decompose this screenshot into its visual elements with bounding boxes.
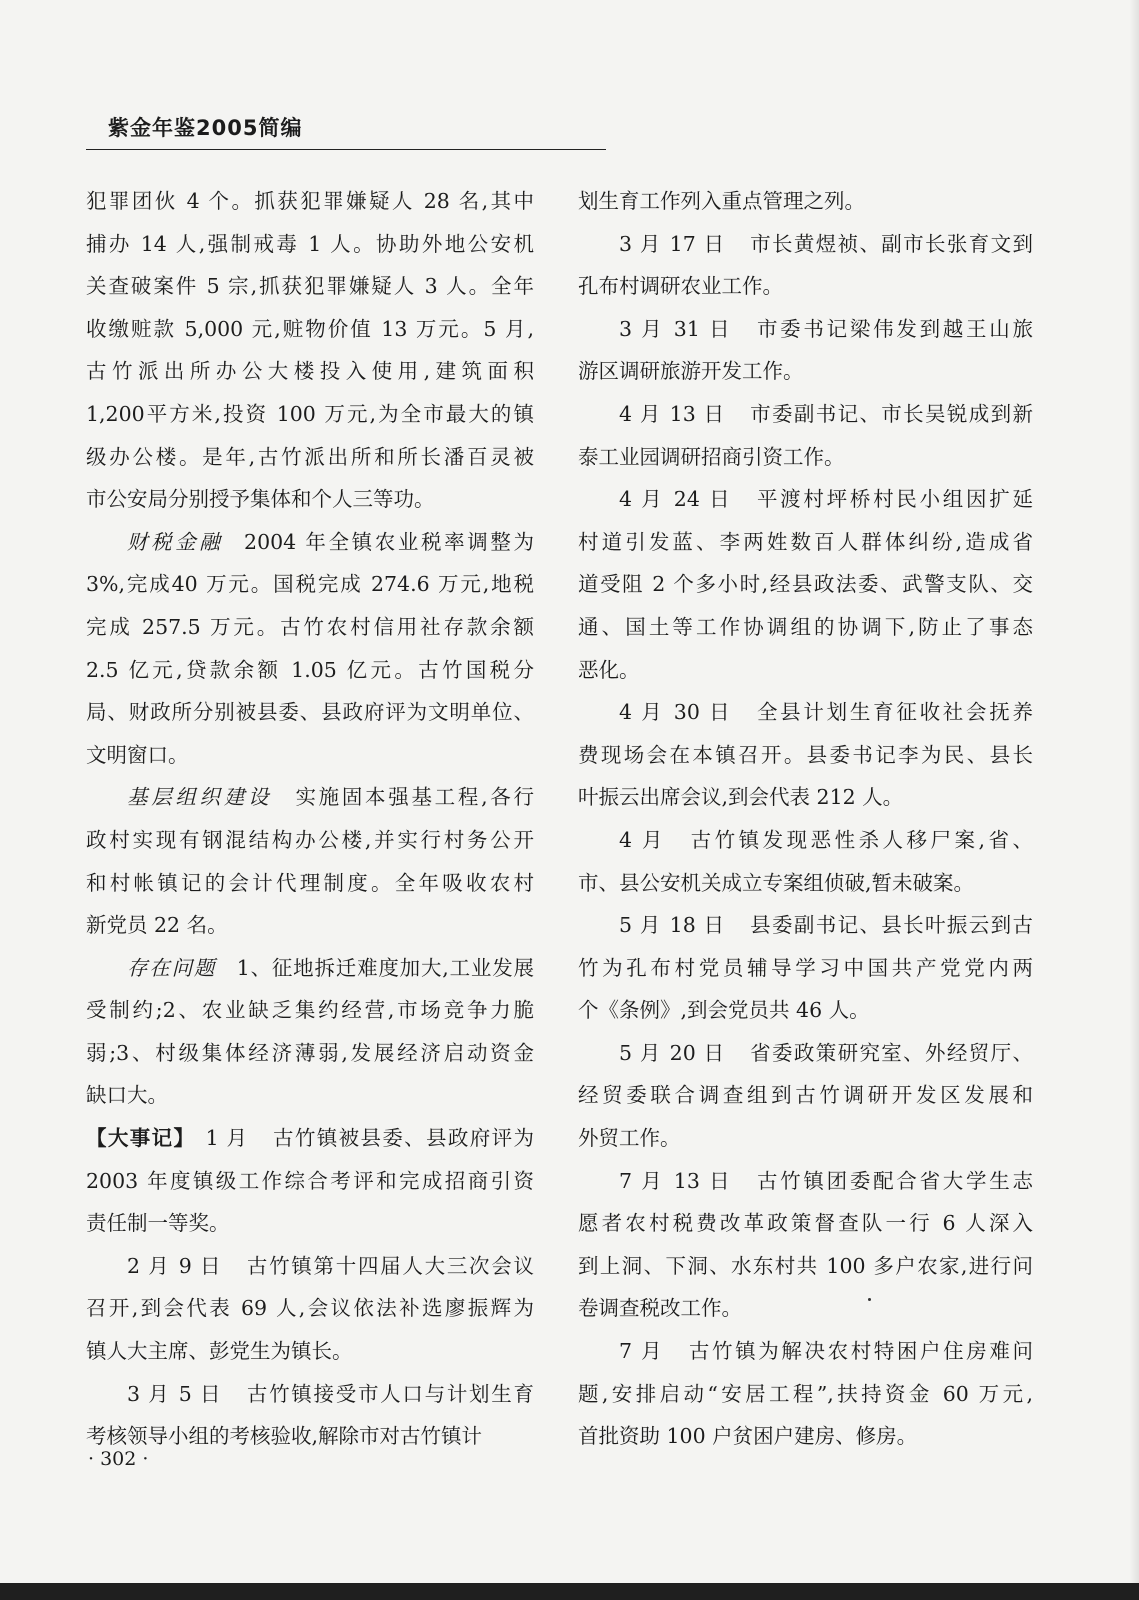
line-text: 局、财政所分别被县委、县政府评为文明单位、 xyxy=(86,700,534,725)
event-date: 7 月 xyxy=(619,1339,665,1364)
text-line xyxy=(578,1330,1033,1373)
text-line xyxy=(578,947,1033,990)
line-text: 到上洞、下洞、水东村共 100 多户农家,进行问 xyxy=(578,1253,1033,1278)
paragraph xyxy=(578,1032,1033,1160)
line-text: 省委政策研究室、外经贸厅、 xyxy=(750,1040,1033,1065)
text-line xyxy=(86,350,534,393)
text-line xyxy=(86,862,534,905)
line-text: 泰工业园调研招商引资工作。 xyxy=(578,444,845,469)
line-text: 缺口大。 xyxy=(86,1083,168,1108)
paragraph xyxy=(86,180,534,521)
line-text: 题,安排启动“安居工程”,扶持资金 60 万元, xyxy=(578,1381,1033,1406)
text-line xyxy=(86,989,534,1032)
line-text: 外贸工作。 xyxy=(578,1126,681,1151)
event-date: 3 月 31 日 xyxy=(619,316,733,341)
paragraph xyxy=(86,1373,534,1458)
line-text: 捕办 14 人,强制戒毒 1 人。协助外地公安机 xyxy=(86,231,534,256)
paragraph xyxy=(86,776,534,946)
line-text: 划生育工作列入重点管理之列。 xyxy=(578,189,865,213)
text-line xyxy=(578,521,1033,564)
line-text: 完成 257.5 万元。古竹农村信用社存款余额 xyxy=(86,614,534,639)
paragraph xyxy=(578,223,1033,308)
line-text: 市委副书记、市长吴锐成到新 xyxy=(750,401,1033,426)
line-text: 文明窗口。 xyxy=(86,742,189,767)
text-line xyxy=(578,478,1033,521)
event-date: 2 月 9 日 xyxy=(127,1253,223,1278)
text-line xyxy=(86,1032,534,1075)
text-line xyxy=(86,947,534,990)
scan-speck xyxy=(868,1298,871,1301)
text-line xyxy=(86,1245,534,1288)
text-line xyxy=(86,521,534,564)
line-text: 召开,到会代表 69 人,会议依法补选廖振辉为 xyxy=(86,1296,534,1321)
scan-bottom-edge xyxy=(0,1583,1139,1600)
line-text: 竹为孔布村党员辅导学习中国共产党党内两 xyxy=(578,955,1033,980)
text-line xyxy=(578,350,1033,393)
text-line xyxy=(86,691,534,734)
line-text: 级办公楼。是年,古竹派出所和所长潘百灵被 xyxy=(86,444,534,469)
text-line xyxy=(86,1415,534,1458)
text-line xyxy=(578,989,1033,1032)
section-heading-bracket: 【大事记】 xyxy=(86,1126,196,1151)
subsection-lead: 存在问题 xyxy=(127,955,217,980)
text-line xyxy=(578,1415,1033,1458)
text-line xyxy=(86,1117,534,1160)
text-line xyxy=(86,776,534,819)
line-text: 受制约;2、农业缺乏集约经营,市场竞争力脆 xyxy=(86,998,534,1023)
text-line xyxy=(578,393,1033,436)
text-line xyxy=(86,478,534,521)
paragraph xyxy=(578,393,1033,478)
text-line xyxy=(578,308,1033,351)
line-text: 1、征地拆迁难度加大,工业发展 xyxy=(236,955,535,980)
paragraph xyxy=(86,947,534,1117)
line-text: 2004 年全镇农业税率调整为 xyxy=(244,529,535,554)
line-text: 市长黄煜祯、副市长张育文到 xyxy=(750,231,1033,256)
text-line xyxy=(86,1373,534,1416)
text-line xyxy=(86,436,534,479)
line-text: 考核领导小组的考核验收,解除市对古竹镇计 xyxy=(86,1424,483,1449)
line-text: 市、县公安机关成立专案组侦破,暂未破案。 xyxy=(578,870,975,895)
text-line xyxy=(578,904,1033,947)
line-text: 恶化。 xyxy=(578,657,640,682)
text-line xyxy=(86,1160,534,1203)
text-line xyxy=(86,393,534,436)
text-line xyxy=(86,1330,534,1373)
event-date: 1 月 xyxy=(205,1126,249,1151)
right-column xyxy=(578,180,1033,1458)
event-date: 3 月 5 日 xyxy=(127,1381,223,1406)
line-text: 古竹镇接受市人口与计划生育 xyxy=(246,1381,535,1406)
line-text: 实施固本强基工程,各行 xyxy=(292,785,534,810)
line-text: 古竹镇发现恶性杀人移尸案,省、 xyxy=(690,827,1034,852)
text-line xyxy=(578,563,1033,606)
line-text: 古竹派出所办公大楼投入使用,建筑面积 xyxy=(86,359,534,384)
paragraph xyxy=(578,691,1033,819)
line-text: 卷调查税改工作。 xyxy=(578,1296,742,1321)
line-text: 责任制一等奖。 xyxy=(86,1211,230,1236)
text-line xyxy=(86,223,534,266)
line-text: 个《条例》,到会党员共 46 人。 xyxy=(578,998,870,1023)
line-text: 关查破案件 5 宗,抓获犯罪嫌疑人 3 人。全年 xyxy=(86,274,534,299)
line-text: 市公安局分别授予集体和个人三等功。 xyxy=(86,487,435,512)
line-text: 古竹镇团委配合省大学生志 xyxy=(756,1168,1033,1193)
line-text: 游区调研旅游开发工作。 xyxy=(578,359,804,384)
line-text: 市委书记梁伟发到越王山旅 xyxy=(756,316,1033,341)
paragraph xyxy=(578,180,1033,223)
line-text: 犯罪团伙 4 个。抓获犯罪嫌疑人 28 名,其中 xyxy=(86,189,534,213)
text-line xyxy=(578,180,1033,223)
text-line xyxy=(578,1287,1033,1330)
text-line xyxy=(578,1373,1033,1416)
line-text: 道受阻 2 个多小时,经县政法委、武警支队、交 xyxy=(578,572,1033,597)
line-text: 2003 年度镇级工作综合考评和完成招商引资 xyxy=(86,1168,534,1193)
text-line xyxy=(86,649,534,692)
line-text: 全县计划生育征收社会抚养 xyxy=(756,700,1033,725)
text-line xyxy=(578,436,1033,479)
text-line xyxy=(578,223,1033,266)
text-line xyxy=(578,649,1033,692)
text-line xyxy=(86,819,534,862)
text-line xyxy=(86,904,534,947)
paragraph xyxy=(86,1117,534,1245)
subsection-lead: 基层组织建设 xyxy=(127,785,273,810)
text-line xyxy=(86,1287,534,1330)
line-text: 孔布村调研农业工作。 xyxy=(578,274,783,299)
text-line xyxy=(578,1032,1033,1075)
line-text: 1,200平方米,投资 100 万元,为全市最大的镇 xyxy=(86,401,534,426)
text-line xyxy=(578,1074,1033,1117)
line-text: 政村实现有钢混结构办公楼,并实行村务公开 xyxy=(86,827,534,852)
text-line xyxy=(578,1117,1033,1160)
line-text: 新党员 22 名。 xyxy=(86,913,228,938)
text-line xyxy=(578,862,1033,905)
paragraph xyxy=(578,904,1033,1032)
line-text: 县委副书记、县长叶振云到古 xyxy=(750,913,1033,938)
event-date: 5 月 20 日 xyxy=(619,1040,726,1065)
left-column xyxy=(86,180,534,1458)
line-text: 镇人大主席、彭党生为镇长。 xyxy=(86,1339,353,1364)
line-text: 首批资助 100 户贫困户建房、修房。 xyxy=(578,1424,918,1449)
text-line xyxy=(86,265,534,308)
text-line xyxy=(578,691,1033,734)
line-text: 愿者农村税费改革政策督查队一行 6 人深入 xyxy=(578,1211,1033,1236)
text-line xyxy=(86,734,534,777)
paragraph xyxy=(86,521,534,777)
text-line xyxy=(578,734,1033,777)
text-line xyxy=(578,1160,1033,1203)
page-number: · 302 · xyxy=(88,1448,149,1470)
paragraph xyxy=(578,819,1033,904)
text-line xyxy=(86,308,534,351)
page-header-title: 紫金年鉴2005简编 xyxy=(108,116,303,140)
paragraph xyxy=(578,478,1033,691)
line-text: 3%,完成40 万元。国税完成 274.6 万元,地税 xyxy=(86,572,534,597)
text-line xyxy=(86,180,534,223)
paragraph xyxy=(578,308,1033,393)
line-text: 弱;3、村级集体经济薄弱,发展经济启动资金 xyxy=(86,1040,534,1065)
text-line xyxy=(578,606,1033,649)
event-date: 7 月 13 日 xyxy=(619,1168,733,1193)
text-line xyxy=(86,1074,534,1117)
line-text: 费现场会在本镇召开。县委书记李为民、县长 xyxy=(578,742,1033,767)
header-rule xyxy=(86,149,606,150)
line-text: 通、国土等工作协调组的协调下,防止了事态 xyxy=(578,614,1033,639)
page-edge-shadow xyxy=(1129,0,1139,1583)
line-text: 2.5 亿元,贷款余额 1.05 亿元。古竹国税分 xyxy=(86,657,534,682)
text-line xyxy=(578,819,1033,862)
event-date: 4 月 30 日 xyxy=(619,700,733,725)
line-text: 村道引发蓝、李两姓数百人群体纠纷,造成省 xyxy=(578,529,1033,554)
paragraph xyxy=(578,1160,1033,1330)
text-line xyxy=(86,563,534,606)
event-date: 3 月 17 日 xyxy=(619,231,726,256)
text-line xyxy=(578,776,1033,819)
text-line xyxy=(578,1245,1033,1288)
line-text: 收缴赃款 5,000 元,赃物价值 13 万元。5 月, xyxy=(86,316,534,341)
line-text: 平渡村坪桥村民小组因扩延 xyxy=(756,487,1033,512)
event-date: 5 月 18 日 xyxy=(619,913,726,938)
text-line xyxy=(86,1202,534,1245)
text-line xyxy=(578,265,1033,308)
paragraph xyxy=(578,1330,1033,1458)
line-text: 经贸委联合调查组到古竹调研开发区发展和 xyxy=(578,1083,1033,1108)
paragraph xyxy=(86,1245,534,1373)
subsection-lead: 财税金融 xyxy=(127,529,224,554)
event-date: 4 月 xyxy=(619,827,667,852)
line-text: 古竹镇第十四届人大三次会议 xyxy=(246,1253,535,1278)
event-date: 4 月 13 日 xyxy=(619,401,726,426)
event-date: 4 月 24 日 xyxy=(619,487,733,512)
line-text: 古竹镇为解决农村特困户住房难问 xyxy=(688,1339,1034,1364)
line-text: 古竹镇被县委、县政府评为 xyxy=(272,1126,535,1151)
text-line xyxy=(578,1202,1033,1245)
line-text: 和村帐镇记的会计代理制度。全年吸收农村 xyxy=(86,870,534,895)
line-text: 叶振云出席会议,到会代表 212 人。 xyxy=(578,785,904,810)
text-line xyxy=(86,606,534,649)
